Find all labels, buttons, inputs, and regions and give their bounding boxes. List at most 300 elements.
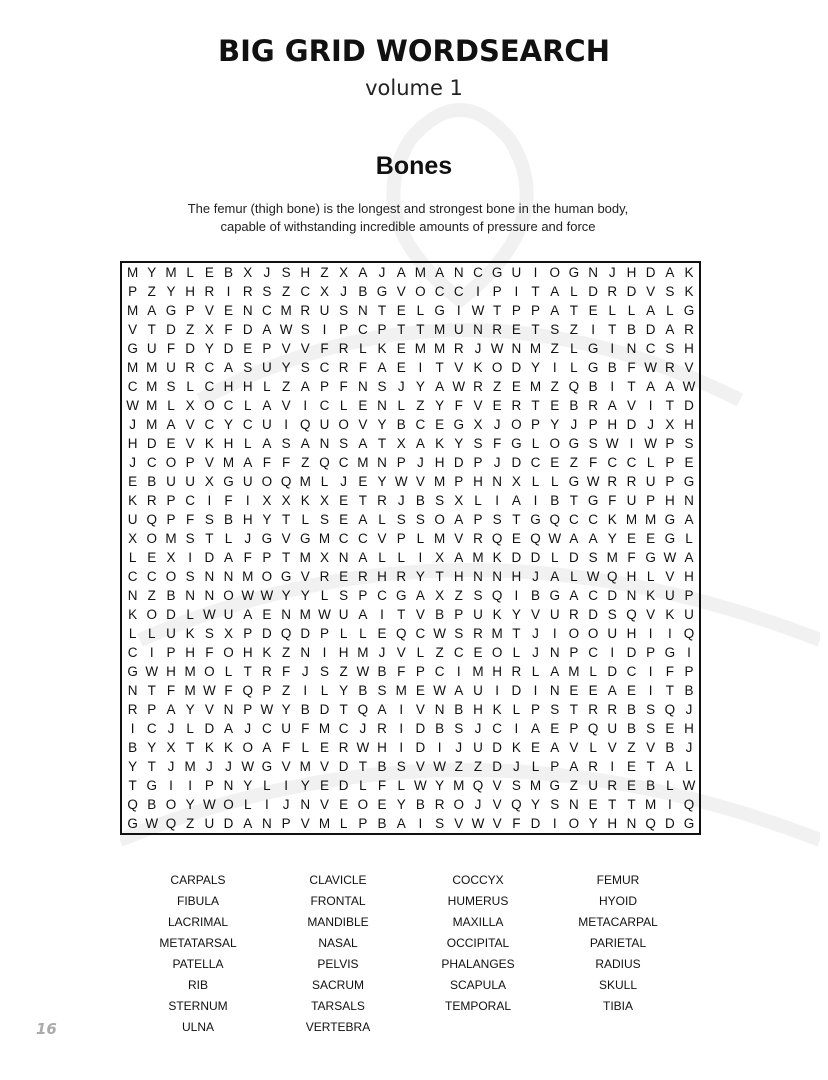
grid-cell[interactable]: V [204,303,214,318]
grid-cell[interactable]: Z [454,759,463,774]
grid-cell[interactable]: O [204,664,215,679]
grid-cell[interactable]: L [186,265,194,280]
grid-cell[interactable]: I [610,341,615,356]
grid-cell[interactable]: W [145,664,159,679]
grid-cell[interactable]: L [397,778,405,793]
grid-cell[interactable]: I [284,417,288,432]
grid-cell[interactable]: K [435,436,445,451]
grid-cell[interactable]: B [358,284,368,299]
grid-cell[interactable]: N [626,341,637,356]
grid-cell[interactable]: R [511,664,522,679]
grid-cell[interactable]: Q [568,379,580,394]
grid-cell[interactable]: L [666,303,674,318]
grid-cell[interactable]: Q [146,512,158,527]
grid-cell[interactable]: S [415,512,425,527]
grid-cell[interactable]: O [146,607,158,622]
grid-cell[interactable]: W [586,474,600,489]
grid-cell[interactable]: G [395,588,407,603]
grid-cell[interactable]: Z [281,379,291,394]
grid-cell[interactable]: M [357,455,369,470]
grid-cell[interactable]: I [476,284,480,299]
grid-cell[interactable]: H [338,645,349,660]
grid-cell[interactable]: R [588,398,598,413]
grid-cell[interactable]: S [300,360,310,375]
grid-cell[interactable]: M [357,645,369,660]
grid-cell[interactable]: V [607,740,617,755]
grid-cell[interactable]: J [474,341,482,356]
grid-cell[interactable]: A [396,265,406,280]
grid-cell[interactable]: B [358,683,368,698]
grid-cell[interactable]: Z [493,379,502,394]
grid-cell[interactable]: C [453,284,464,299]
grid-cell[interactable]: E [396,360,406,375]
grid-cell[interactable]: M [433,341,446,356]
grid-cell[interactable]: A [550,284,560,299]
grid-cell[interactable]: T [435,360,444,375]
grid-cell[interactable]: O [549,265,560,280]
grid-cell[interactable]: U [262,360,272,375]
grid-cell[interactable]: L [589,740,597,755]
grid-cell[interactable]: F [224,493,233,508]
grid-cell[interactable]: Q [395,626,407,641]
grid-cell[interactable]: H [492,664,503,679]
grid-cell[interactable]: W [586,569,600,584]
grid-cell[interactable]: N [626,816,637,831]
grid-cell[interactable]: Q [587,721,599,736]
grid-cell[interactable]: V [626,398,636,413]
grid-cell[interactable]: L [474,493,482,508]
grid-cell[interactable]: G [127,341,138,356]
grid-cell[interactable]: L [320,588,329,603]
grid-cell[interactable]: N [357,379,368,394]
grid-cell[interactable]: C [434,664,445,679]
grid-cell[interactable]: U [511,265,522,280]
grid-cell[interactable]: M [299,550,311,565]
grid-cell[interactable]: B [396,417,406,432]
grid-cell[interactable]: V [300,569,310,584]
grid-cell[interactable]: E [339,512,349,527]
grid-cell[interactable]: W [490,341,504,356]
grid-cell[interactable]: C [262,721,272,736]
grid-cell[interactable]: E [665,721,675,736]
grid-cell[interactable]: N [357,303,368,318]
grid-cell[interactable]: W [260,702,274,717]
grid-cell[interactable]: E [319,778,329,793]
grid-cell[interactable]: F [224,683,233,698]
grid-cell[interactable]: K [128,493,138,508]
grid-cell[interactable]: P [531,702,541,717]
grid-cell[interactable]: N [185,588,196,603]
grid-cell[interactable]: P [396,455,406,470]
grid-cell[interactable]: M [184,683,196,698]
grid-cell[interactable]: A [569,531,579,546]
grid-cell[interactable]: T [646,759,655,774]
grid-cell[interactable]: A [147,303,157,318]
grid-cell[interactable]: I [322,322,327,337]
grid-cell[interactable]: C [204,417,215,432]
grid-cell[interactable]: V [415,607,425,622]
grid-cell[interactable]: A [358,512,368,527]
grid-cell[interactable]: Q [645,816,656,831]
grid-cell[interactable]: P [588,417,598,432]
grid-cell[interactable]: X [435,550,445,565]
grid-cell[interactable]: N [511,341,522,356]
grid-cell[interactable]: K [300,493,310,508]
grid-cell[interactable]: N [204,588,215,603]
grid-cell[interactable]: L [263,379,271,394]
grid-cell[interactable]: Y [185,797,195,812]
grid-cell[interactable]: P [319,626,329,641]
grid-cell[interactable]: Z [147,284,156,299]
grid-cell[interactable]: I [380,607,384,622]
grid-cell[interactable]: N [281,607,291,622]
grid-cell[interactable]: S [339,588,349,603]
grid-cell[interactable]: S [339,436,349,451]
grid-cell[interactable]: A [607,683,617,698]
grid-cell[interactable]: O [165,797,177,812]
grid-cell[interactable]: F [320,341,329,356]
grid-cell[interactable]: I [687,645,691,660]
grid-cell[interactable]: R [185,360,196,375]
grid-cell[interactable]: E [319,740,329,755]
grid-cell[interactable]: I [322,645,327,660]
grid-cell[interactable]: L [378,512,386,527]
grid-cell[interactable]: M [165,531,177,546]
grid-cell[interactable]: H [607,417,618,432]
grid-cell[interactable]: B [128,740,138,755]
grid-cell[interactable]: B [531,588,541,603]
grid-cell[interactable]: I [667,797,672,812]
grid-cell[interactable]: R [684,322,694,337]
grid-cell[interactable]: W [548,531,562,546]
grid-cell[interactable]: U [473,607,483,622]
grid-cell[interactable]: Y [166,284,176,299]
grid-cell[interactable]: X [243,265,253,280]
grid-cell[interactable]: N [473,569,483,584]
grid-cell[interactable]: A [665,759,675,774]
grid-cell[interactable]: C [377,588,387,603]
grid-cell[interactable]: W [126,398,139,413]
grid-cell[interactable]: W [356,740,370,755]
grid-cell[interactable]: V [396,284,406,299]
grid-cell[interactable]: T [627,797,636,812]
grid-cell[interactable]: J [455,740,463,755]
grid-cell[interactable]: D [664,816,675,831]
grid-cell[interactable]: Q [491,531,503,546]
grid-cell[interactable]: A [300,436,310,451]
grid-cell[interactable]: C [146,569,157,584]
grid-cell[interactable]: V [128,322,138,337]
grid-cell[interactable]: M [433,531,446,546]
grid-cell[interactable]: T [281,512,291,527]
grid-cell[interactable]: I [667,626,672,641]
grid-cell[interactable]: M [318,721,331,736]
grid-cell[interactable]: D [626,417,637,432]
grid-cell[interactable]: P [473,455,483,470]
grid-cell[interactable]: W [241,759,255,774]
grid-cell[interactable]: B [377,759,387,774]
grid-cell[interactable]: M [146,379,158,394]
grid-cell[interactable]: W [471,303,485,318]
grid-cell[interactable]: M [184,759,196,774]
grid-cell[interactable]: L [570,569,578,584]
grid-cell[interactable]: U [549,607,560,622]
grid-cell[interactable]: X [454,493,464,508]
grid-cell[interactable]: U [607,626,618,641]
grid-cell[interactable]: P [185,303,195,318]
grid-cell[interactable]: G [376,284,388,299]
grid-cell[interactable]: Q [530,531,541,546]
grid-cell[interactable]: A [435,379,445,394]
grid-cell[interactable]: H [626,569,637,584]
grid-cell[interactable]: L [685,531,693,546]
grid-cell[interactable]: S [243,360,253,375]
grid-cell[interactable]: A [550,664,560,679]
grid-cell[interactable]: S [473,588,483,603]
grid-cell[interactable]: V [319,797,329,812]
grid-cell[interactable]: M [606,550,618,565]
grid-cell[interactable]: C [127,645,138,660]
grid-cell[interactable]: W [356,664,370,679]
grid-cell[interactable]: V [185,436,195,451]
grid-cell[interactable]: I [648,664,653,679]
grid-cell[interactable]: G [146,778,158,793]
grid-cell[interactable]: Q [683,797,695,812]
grid-cell[interactable]: U [204,816,215,831]
grid-cell[interactable]: Q [491,588,503,603]
grid-cell[interactable]: X [166,740,176,755]
grid-cell[interactable]: A [224,360,234,375]
grid-cell[interactable]: T [281,550,291,565]
grid-cell[interactable]: N [242,303,253,318]
grid-cell[interactable]: H [242,379,253,394]
grid-cell[interactable]: W [318,607,331,622]
grid-cell[interactable]: B [224,512,234,527]
grid-cell[interactable]: E [626,683,636,698]
grid-cell[interactable]: A [224,550,234,565]
grid-cell[interactable]: G [587,360,599,375]
grid-cell[interactable]: S [665,341,675,356]
grid-cell[interactable]: V [396,645,406,660]
grid-cell[interactable]: R [396,569,407,584]
grid-cell[interactable]: I [399,721,404,736]
grid-cell[interactable]: M [529,341,542,356]
grid-cell[interactable]: U [684,607,694,622]
grid-cell[interactable]: D [607,588,618,603]
grid-cell[interactable]: V [665,569,675,584]
grid-cell[interactable]: F [301,721,310,736]
grid-cell[interactable]: C [127,569,138,584]
grid-cell[interactable]: V [281,759,291,774]
grid-cell[interactable]: P [646,493,656,508]
grid-cell[interactable]: E [243,341,253,356]
grid-cell[interactable]: Q [127,797,138,812]
grid-cell[interactable]: L [243,797,252,812]
grid-cell[interactable]: L [301,512,310,527]
grid-cell[interactable]: U [664,588,675,603]
grid-cell[interactable]: U [166,626,176,641]
grid-cell[interactable]: R [262,664,272,679]
grid-cell[interactable]: I [418,816,423,831]
grid-cell[interactable]: A [569,759,579,774]
grid-cell[interactable]: P [185,455,195,470]
grid-cell[interactable]: A [396,816,406,831]
grid-cell[interactable]: P [166,512,176,527]
grid-cell[interactable]: Z [550,341,559,356]
grid-cell[interactable]: F [224,322,233,337]
grid-cell[interactable]: X [511,474,521,489]
grid-cell[interactable]: H [242,512,253,527]
grid-cell[interactable]: B [435,607,445,622]
grid-cell[interactable]: X [339,265,349,280]
grid-cell[interactable]: Y [550,417,560,432]
grid-cell[interactable]: A [684,512,694,527]
grid-cell[interactable]: W [682,778,696,793]
grid-cell[interactable]: G [300,531,311,546]
grid-cell[interactable]: M [625,512,638,527]
grid-cell[interactable]: H [626,265,637,280]
grid-cell[interactable]: M [299,607,311,622]
grid-cell[interactable]: I [399,740,404,755]
grid-cell[interactable]: Z [550,379,559,394]
grid-cell[interactable]: G [683,816,695,831]
grid-cell[interactable]: V [281,398,291,413]
grid-cell[interactable]: L [550,474,559,489]
grid-cell[interactable]: U [166,360,176,375]
grid-cell[interactable]: M [184,664,196,679]
grid-cell[interactable]: I [188,550,193,565]
grid-cell[interactable]: A [646,379,656,394]
grid-cell[interactable]: R [473,379,483,394]
grid-cell[interactable]: F [358,360,367,375]
grid-cell[interactable]: G [127,664,138,679]
grid-cell[interactable]: I [437,740,442,755]
grid-cell[interactable]: I [552,816,557,831]
grid-cell[interactable]: Q [319,455,330,470]
grid-cell[interactable]: H [684,569,694,584]
grid-cell[interactable]: F [281,740,291,755]
grid-cell[interactable]: L [224,664,233,679]
grid-cell[interactable]: D [223,341,234,356]
grid-cell[interactable]: P [684,588,694,603]
grid-cell[interactable]: I [514,284,519,299]
grid-cell[interactable]: Y [339,683,349,698]
grid-cell[interactable]: U [473,740,483,755]
grid-cell[interactable]: F [493,436,502,451]
grid-cell[interactable]: E [415,683,425,698]
grid-cell[interactable]: D [453,455,464,470]
grid-cell[interactable]: N [684,493,694,508]
grid-cell[interactable]: A [550,569,560,584]
grid-cell[interactable]: R [626,474,637,489]
grid-cell[interactable]: L [397,550,405,565]
grid-cell[interactable]: I [399,702,404,717]
grid-cell[interactable]: H [473,474,483,489]
grid-cell[interactable]: G [664,512,676,527]
grid-cell[interactable]: S [454,721,464,736]
grid-cell[interactable]: M [146,398,158,413]
grid-cell[interactable]: C [415,417,426,432]
grid-cell[interactable]: I [130,721,135,736]
grid-cell[interactable]: Z [435,645,444,660]
grid-cell[interactable]: S [262,284,272,299]
grid-cell[interactable]: D [588,284,598,299]
grid-cell[interactable]: C [453,645,464,660]
grid-cell[interactable]: Y [454,436,464,451]
grid-cell[interactable]: X [281,493,291,508]
grid-cell[interactable]: F [454,398,463,413]
grid-cell[interactable]: B [166,588,176,603]
grid-cell[interactable]: P [281,816,291,831]
grid-cell[interactable]: O [242,740,253,755]
grid-cell[interactable]: X [319,284,329,299]
grid-cell[interactable]: Z [281,284,291,299]
grid-cell[interactable]: P [646,645,656,660]
grid-cell[interactable]: L [320,474,329,489]
grid-cell[interactable]: T [377,303,387,318]
grid-cell[interactable]: F [243,550,252,565]
grid-cell[interactable]: P [262,550,272,565]
grid-cell[interactable]: R [357,569,368,584]
grid-cell[interactable]: L [512,645,521,660]
grid-cell[interactable]: Z [473,759,483,774]
grid-cell[interactable]: V [492,778,502,793]
grid-cell[interactable]: L [224,531,233,546]
grid-cell[interactable]: P [377,322,387,337]
grid-cell[interactable]: O [357,797,369,812]
grid-cell[interactable]: A [646,303,656,318]
grid-cell[interactable]: H [626,626,637,641]
grid-cell[interactable]: H [607,816,618,831]
grid-cell[interactable]: Q [300,417,311,432]
grid-cell[interactable]: B [646,778,656,793]
grid-cell[interactable]: B [415,797,425,812]
grid-cell[interactable]: E [626,759,636,774]
grid-cell[interactable]: T [608,322,617,337]
grid-cell[interactable]: F [397,664,406,679]
grid-cell[interactable]: Q [511,797,522,812]
grid-cell[interactable]: H [185,284,196,299]
grid-cell[interactable]: I [169,778,173,793]
grid-cell[interactable]: O [415,284,426,299]
grid-cell[interactable]: S [646,702,656,717]
grid-cell[interactable]: P [665,474,675,489]
grid-cell[interactable]: L [186,721,194,736]
grid-cell[interactable]: D [511,550,522,565]
grid-cell[interactable]: V [569,740,579,755]
grid-cell[interactable]: R [511,398,522,413]
grid-cell[interactable]: N [588,265,598,280]
grid-cell[interactable]: J [359,721,367,736]
grid-cell[interactable]: L [148,626,156,641]
grid-cell[interactable]: H [223,379,234,394]
grid-cell[interactable]: G [568,436,580,451]
grid-cell[interactable]: U [281,721,291,736]
grid-cell[interactable]: Y [396,797,406,812]
grid-cell[interactable]: B [550,493,560,508]
grid-cell[interactable]: C [338,531,349,546]
grid-cell[interactable]: O [146,531,158,546]
grid-cell[interactable]: O [491,645,503,660]
grid-cell[interactable]: V [454,531,464,546]
grid-cell[interactable]: J [340,474,348,489]
grid-cell[interactable]: N [338,550,349,565]
grid-cell[interactable]: Z [569,778,579,793]
grid-cell[interactable]: A [607,398,617,413]
grid-cell[interactable]: J [129,455,136,470]
grid-cell[interactable]: R [473,626,483,641]
grid-cell[interactable]: A [454,512,464,527]
